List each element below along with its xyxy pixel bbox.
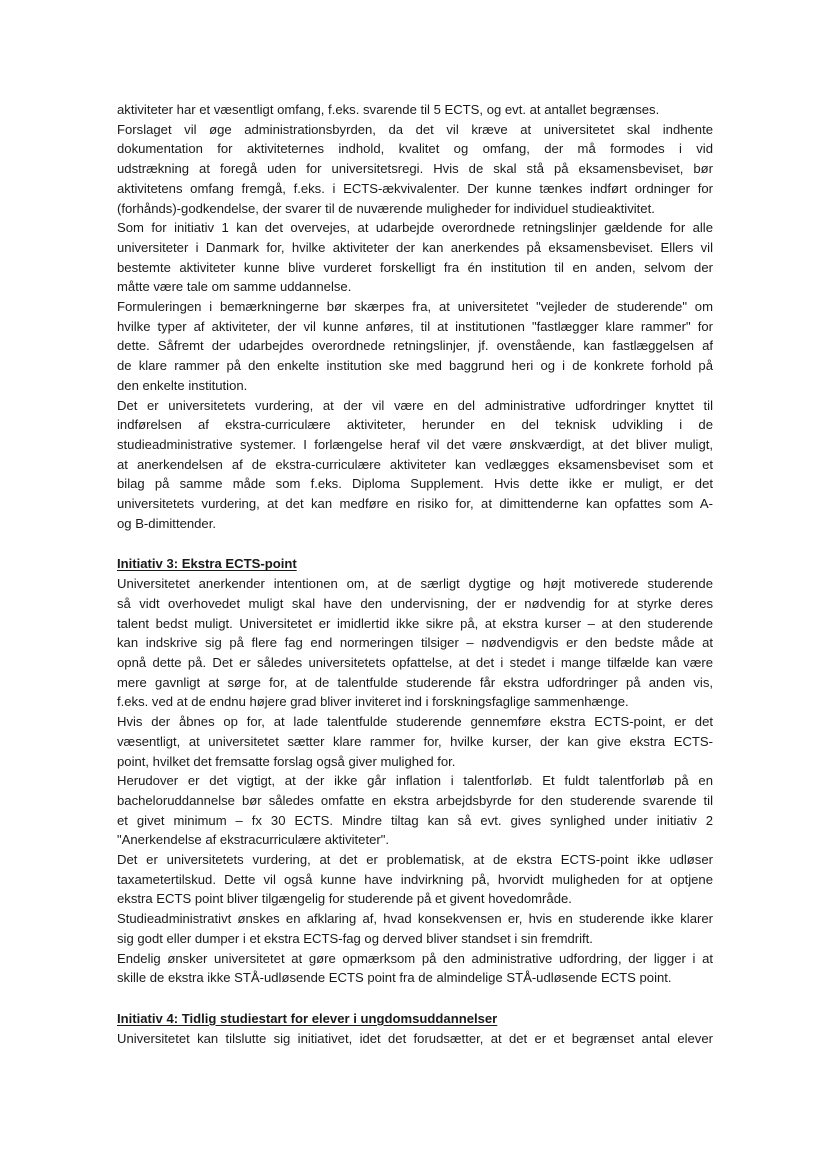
text-line: et givet minimum – fx 30 ECTS. Mindre tiltag kan så evt. gives synlighed under initiativ 2 <box>117 812 713 828</box>
text-line: aktiviteter har et væsentligt omfang, f.eks. svarende til 5 ECTS, og evt. at antallet begrænses. <box>117 102 660 117</box>
paragraph <box>117 100 713 120</box>
text-line: taxametertilskud. Dette vil også kunne have indvirkning på, hvorvidt muligheden for at optjene <box>117 871 713 887</box>
text-line: sig godt eller dumper i et ekstra ECTS-fag og derved bliver standset i sin fremdrift. <box>117 930 593 946</box>
text-line: Universitetet anerkender intentionen om, at de særligt dygtige og højt motiverede studerende <box>117 576 713 592</box>
text-line: udstrækning at foregå uden for universitetsregi. Hvis de skal stå på eksamensbeviset, bør <box>117 161 713 177</box>
paragraph <box>117 850 713 909</box>
text-line: at anerkendelsen af de ekstra-curriculære aktiviteter kan vedlægges eksamensbeviset som et <box>117 456 713 472</box>
document-page <box>117 100 713 1048</box>
text-line: Formuleringen i bemærkningerne bør skærpes fra, at universitetet "vejleder de studerende" om <box>117 299 713 315</box>
text-line: dette. Såfremt der udarbejdes overordnede retningslinjer, jf. ovenstående, kan fastlæggelsen af <box>117 338 713 354</box>
text-line: "Anerkendelse af ekstracurriculære aktiviteter". <box>117 832 390 848</box>
text-line: aktivitetens omfang fremgå, f.eks. i ECTS-ækvivalenter. Der kunne tænkes indført ordninger for <box>117 180 713 196</box>
text-line: Herudover er det vigtigt, at der ikke går inflation i talentforløb. Et fuldt talentforløb på en <box>117 773 713 789</box>
text-line: væsentligt, at universitetet sætter klare rammer for, hvilke kurser, der kan give ekstra ECTS- <box>117 733 713 749</box>
text-line: universiteter i Danmark for, hvilke aktiviteter der kan anerkendes på eksamensbeviset. Ellers vil <box>117 239 713 255</box>
text-line: dokumentation for aktiviteternes indhold, kvalitet og omfang, der må formodes i vid <box>117 141 713 157</box>
paragraph <box>117 1029 713 1049</box>
text-line: mere gavnligt at sørge for, at de talentfulde studerende får ekstra udfordringer på anden vis, <box>117 674 713 690</box>
text-line: Som for initiativ 1 kan det overvejes, at udarbejde overordnede retningslinjer gældende for alle <box>117 220 713 236</box>
heading-initiativ-4: Initiativ 4: Tidlig studiestart for elever i ungdomsuddannelser <box>117 1010 498 1026</box>
section-gap <box>117 533 713 554</box>
text-line: universitetets vurdering, at det kan medføre en risiko for, at dimittenderne kan opfattes som A- <box>117 496 713 512</box>
text-line: bacheloruddannelse bør således omfatte en ekstra arbejdsbyrde for den studerende svarende til <box>117 792 713 808</box>
text-line: og B-dimittender. <box>117 515 216 531</box>
text-line: Studieadministrativt ønskes en afklaring af, hvad konsekvensen er, hvis en studerende ikke klarer <box>117 911 713 927</box>
text-line: Forslaget vil øge administrationsbyrden, da det vil kræve at universitetet skal indhente <box>117 121 713 137</box>
paragraph <box>117 297 713 396</box>
text-line: (forhånds)-godkendelse, der svarer til de nuværende muligheder for individuel studieaktivitet. <box>117 200 655 216</box>
text-line: de klare rammer på den enkelte institution ske med baggrund heri og i de konkrete forhold på <box>117 358 713 374</box>
paragraph <box>117 120 713 219</box>
text-line: Endelig ønsker universitetet at gøre opmærksom på den administrative udfordring, der ligger i at <box>117 950 713 966</box>
paragraph <box>117 949 713 988</box>
text-line: hvilke typer af aktiviteter, der vil kunne anføres, til at institutionen "fastlægger klare rammer" for <box>117 318 713 334</box>
text-line: den enkelte institution. <box>117 377 248 393</box>
text-line: ekstra ECTS point bliver tilgængelig for studerende på et givent hovedområde. <box>117 891 572 907</box>
text-line: bestemte aktiviteter kunne blive vurderet forskelligt fra én institution til en anden, selvom der <box>117 259 713 275</box>
text-line: så vidt overhovedet muligt skal have den undervisning, der er nødvendig for at styrke deres <box>117 595 713 611</box>
heading-initiativ-3: Initiativ 3: Ekstra ECTS-point <box>117 556 297 572</box>
paragraph <box>117 574 713 712</box>
text-line: Universitetet kan tilslutte sig initiativet, idet det forudsætter, at det er et begrænset antal elever <box>117 1030 713 1046</box>
text-line: point, hvilket det fremsatte forslag også giver mulighed for. <box>117 753 456 769</box>
section-intro <box>117 100 713 533</box>
text-line: talent bedst muligt. Universitetet er imidlertid ikke sikre på, at ekstra kurser – at den studerende <box>117 615 713 631</box>
text-line: indførelsen af ekstra-curriculære aktiviteter, herunder en del teknisk udvikling i de <box>117 417 713 433</box>
paragraph <box>117 771 713 850</box>
paragraph <box>117 712 713 771</box>
section-initiativ-3 <box>117 554 713 987</box>
section-initiativ-4-body <box>117 1029 713 1049</box>
section-initiativ-4 <box>117 1009 713 1048</box>
text-line: måtte være tale om samme uddannelse. <box>117 279 352 295</box>
paragraph <box>117 218 713 297</box>
paragraph <box>117 396 713 534</box>
text-line: studieadministrative systemer. I forlængelse heraf vil det være ønskværdigt, at det bliver muligt, <box>117 436 713 452</box>
text-line: kan indskrive sig på flere fag end normeringen tilsiger – nødvendigvis er den bedste måde at <box>117 635 713 651</box>
text-line: opnå dette på. Det er således universitetets opfattelse, at det i stedet i mange tilfælde kan være <box>117 654 713 670</box>
text-line: skille de ekstra ikke STÅ-udløsende ECTS point fra de almindelige STÅ-udløsende ECTS point. <box>117 970 672 986</box>
section-initiativ-3-body <box>117 574 713 988</box>
text-line: Hvis der åbnes op for, at lade talentfulde studerende gennemføre ekstra ECTS-point, er det <box>117 714 713 730</box>
section-gap <box>117 988 713 1009</box>
text-line: bilag på samme måde som f.eks. Diploma Supplement. Hvis dette ikke er muligt, er det <box>117 476 713 492</box>
text-line: f.eks. ved at de endnu højere grad bliver inviteret ind i forskningsfaglige sammenhænge. <box>117 694 629 710</box>
text-line: Det er universitetets vurdering, at der vil være en del administrative udfordringer knyttet til <box>117 397 713 413</box>
text-line: Det er universitetets vurdering, at det er problematisk, at de ekstra ECTS-point ikke udløser <box>117 852 713 868</box>
paragraph <box>117 909 713 948</box>
